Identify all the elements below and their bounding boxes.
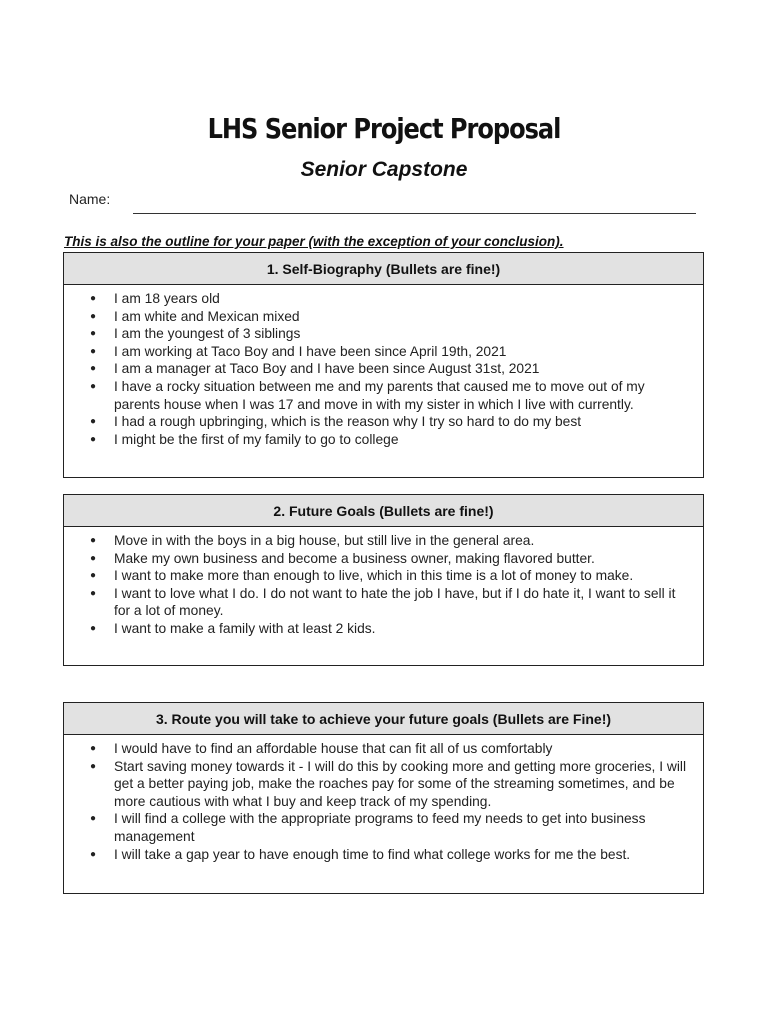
list-item: ● I want to make a family with at least 2 kids. (90, 620, 693, 638)
list-item: ● I am working at Taco Boy and I have been since April 19th, 2021 (90, 343, 693, 361)
list-item: ● I am 18 years old (90, 290, 693, 308)
list-item: ● I am the youngest of 3 siblings (90, 325, 693, 343)
name-field[interactable] (133, 213, 696, 214)
section-self-biography (63, 252, 704, 478)
list-item: ● I would have to find an affordable house that can fit all of us comfortably (90, 740, 693, 758)
name-label: Name: (69, 191, 111, 207)
list-item: ● I am white and Mexican mixed (90, 308, 693, 326)
list-item: ● I want to love what I do. I do not want to hate the job I have, but if I do hate it, I want to sell it for a lot of money. (90, 585, 693, 620)
section-heading: 1. Self-Biography (Bullets are fine!) (64, 253, 703, 285)
outline-note: This is also the outline for your paper (with the exception of your conclusion). (64, 234, 564, 249)
list-item: ● Start saving money towards it - I will do this by cooking more and getting more groceries, I will get a better paying job, make the roaches pay for some of the streaming sometimes, and be more cautious with what I buy and keep track of my spending. (90, 758, 693, 811)
document-title: LHS Senior Project Proposal (207, 112, 561, 145)
section-body (64, 285, 703, 448)
bullet-list (90, 290, 693, 448)
list-item: ● I will find a college with the appropriate programs to feed my needs to get into business management (90, 810, 693, 845)
list-item: ● I have a rocky situation between me and my parents that caused me to move out of my parents house when I was 17 and move in with my sister in which I live with currently. (90, 378, 693, 413)
list-item: ● I might be the first of my family to go to college (90, 431, 693, 449)
list-item: ● I am a manager at Taco Boy and I have been since August 31st, 2021 (90, 360, 693, 378)
section-body (64, 527, 703, 638)
name-row (69, 191, 699, 217)
document-subtitle: Senior Capstone (300, 158, 468, 181)
section-body (64, 735, 703, 863)
section-route-to-goals (63, 702, 704, 894)
section-heading: 2. Future Goals (Bullets are fine!) (64, 495, 703, 527)
section-heading: 3. Route you will take to achieve your future goals (Bullets are Fine!) (64, 703, 703, 735)
bullet-list (90, 532, 693, 638)
list-item: ● I want to make more than enough to live, which in this time is a lot of money to make. (90, 567, 693, 585)
bullet-list (90, 740, 693, 863)
section-future-goals (63, 494, 704, 666)
list-item: ● I will take a gap year to have enough time to find what college works for me the best. (90, 846, 693, 864)
list-item: ● Make my own business and become a business owner, making flavored butter. (90, 550, 693, 568)
list-item: ● Move in with the boys in a big house, but still live in the general area. (90, 532, 693, 550)
list-item: ● I had a rough upbringing, which is the reason why I try so hard to do my best (90, 413, 693, 431)
